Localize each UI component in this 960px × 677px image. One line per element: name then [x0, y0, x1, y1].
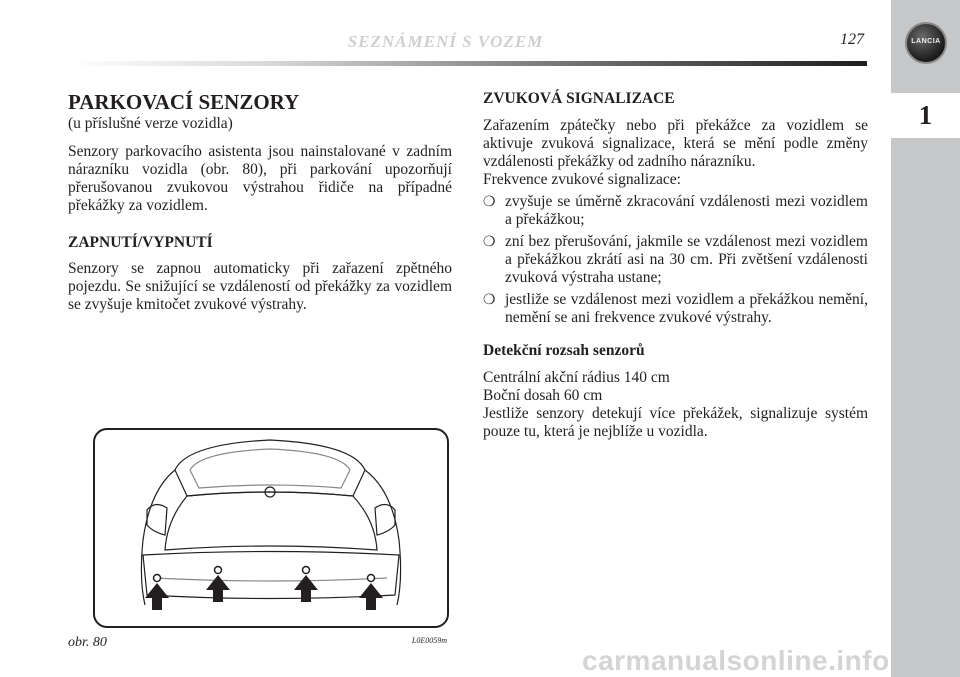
bullet-icon: ❍	[483, 292, 496, 308]
intro-paragraph: Senzory parkovacího asistenta jsou nainstalované v zadním nárazníku vozidla (obr. 80), při parkování upozorňují přerušovanou zvukovou výstrahou řidiče na případné překážky za vozidlem.	[68, 143, 452, 214]
frequency-list	[483, 193, 868, 327]
page-subtitle: (u příslušné verze vozidla)	[68, 115, 233, 132]
right-column	[483, 90, 868, 441]
car-rear-illustration	[95, 430, 447, 626]
sound-signal-paragraph: Zařazením zpátečky nebo při překážce za vozidlem se aktivuje zvuková signalizace, která se mění podle změny vzdálenosti překážky od zadního nárazníku.	[483, 117, 868, 170]
bumper-line	[155, 578, 387, 581]
arrow-up-icon	[145, 583, 169, 610]
page-title: PARKOVACÍ SENZORY	[68, 90, 300, 114]
sound-signal-heading: ZVUKOVÁ SIGNALIZACE	[483, 90, 675, 107]
sensor-dot	[303, 567, 310, 574]
chapter-tab[interactable]	[891, 93, 960, 138]
chapter-number: 1	[918, 100, 933, 130]
arrow-up-icon	[359, 583, 383, 610]
lancia-logo	[905, 22, 947, 64]
list-item-text: zvyšuje se úměrně zkracování vzdálenosti mezi vozidlem a překážkou;	[505, 193, 868, 228]
detection-range-heading: Detekční rozsah senzorů	[483, 342, 645, 359]
figure-caption: obr. 80	[68, 635, 107, 650]
list-item	[483, 233, 868, 287]
bullet-icon: ❍	[483, 234, 496, 250]
sensor-dot	[154, 575, 161, 582]
logo-text: LANCIA	[911, 38, 941, 45]
tailgate-outline	[165, 492, 377, 550]
central-range-line: Centrální akční rádius 140 cm	[483, 369, 670, 386]
section-heading: ZAPNUTÍ/VYPNUTÍ	[68, 234, 213, 251]
closing-paragraph: Jestliže senzory detekují více překážek, signalizuje systém pouze tu, která je nejblíže u vozidla.	[483, 405, 868, 440]
section-header-title: SEZNÁMENÍ S VOZEM	[347, 32, 544, 51]
rear-window-inner	[190, 449, 350, 488]
section-paragraph: Senzory se zapnou automaticky při zařazení zpětného pojezdu. Se snižující se vzdáleností od překážky za vozidlem se zvyšuje kmitočet zvukové výstrahy.	[68, 260, 452, 313]
list-item	[483, 193, 868, 229]
bullet-icon: ❍	[483, 194, 496, 210]
watermark: carmanualsonline.info	[582, 645, 890, 676]
header-rule	[68, 61, 867, 66]
page-number: 127	[840, 31, 864, 48]
list-item	[483, 291, 868, 327]
left-column	[68, 90, 452, 314]
figure-code: L0E0059m	[411, 636, 447, 645]
chapter-sidebar	[891, 0, 960, 677]
sensor-dot	[215, 567, 222, 574]
bumper-outline	[143, 552, 399, 599]
frequency-label: Frekvence zvukové signalizace:	[483, 171, 681, 188]
sensor-dot	[368, 575, 375, 582]
list-item-text: jestliže se vzdálenost mezi vozidlem a překážkou nemění, nemění se ani frekvence zvukové výstrahy.	[505, 291, 868, 326]
car-rear-figure	[93, 428, 449, 628]
side-range-line: Boční dosah 60 cm	[483, 387, 603, 404]
list-item-text: zní bez přerušování, jakmile se vzdálenost mezi vozidlem a překážkou zkrátí asi na 30 cm. Při zvětšení vzdálenosti zvuková výstraha ustane;	[505, 233, 868, 286]
